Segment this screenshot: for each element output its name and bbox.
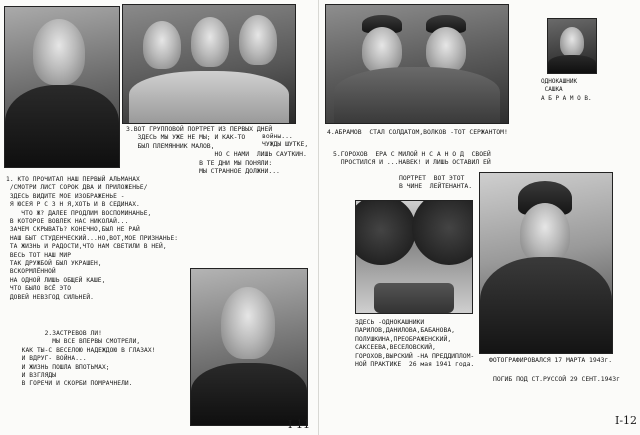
poem-part-1: 1. КТО ПРОЧИТАЛ НАШ ПЕРВЫЙ АЛЬМАНАХ /СМОТРИ ЛИСТ СОРОК ДВА И ПРИЛОЖЕНЬЕ/ ЗДЕСЬ ВИДИТЕ МОЕ ИЗОБРАЖЕНЬЕ - Я ЮСЕЯ Р С З Н Я,ХОТЬ И В СЕДИНАХ. ЧТО Ж? ДАЛЕЕ ПРОДЛИМ ВОСПОМИНАНЬЕ, В КОТОРОЕ ВОВЛЕК НАС НИКОЛАЙ... ЗАЧЕМ СКРЫВАТЬ? КОНЕЧНО,БЫЛ НЕ РАЙ НАШ БЫТ СТУДЕНЧЕСКИЙ...НО,ВОТ,МОЕ ПРИЗНАНЬЕ: ТА ЖИЗНЬ И РАДОСТИ,ЧТО НАМ СВЕТИЛИ В НЕЙ, ВЕСЬ ТОТ НАШ МИР ТАК ДРУЖБОЙ БЫЛ УКРАШЕН, ВСКОРМЛЁННОЙ НА ОДНОЙ ЛИШЬ ОБЩЕЙ КАШЕ, ЧТО БЫЛО ВСЁ ЭТО ДОВЕЙ НЕВЗГОД СИЛЬНЕЙ. [6,176,179,301]
two-soldiers-photo [325,4,509,124]
page-number-right: I-12 [615,414,638,427]
caption-portrait-lieutenant: ПОРТРЕТ ВОТ ЭТОТ В ЧИНЕ ЛЕЙТЕНАНТА. [399,174,473,191]
caption-photo-date: ФОТОГРАФИРОВАЛСЯ 17 МАРТА 1943г. [489,356,613,364]
caption-3: 3.ВОТ ГРУППОВОЙ ПОРТРЕТ ИЗ ПЕРВЫХ ДНЕЙ ЗДЕСЬ МЫ УЖЕ НЕ МЫ; И КАК-ТО БЫЛ ПЛЕМЯННИК МАЛОВ, НО С НАМИ ЛИШЬ САУТКИН. В ТЕ ДНИ МЫ ПОНЯЛИ: МЫ СТРАННОЕ ДОЛЖНИ... [126,125,307,176]
poem-part-2: 2.ЗАСТРЕВОВ ЛИ! МЫ ВСЕ ВПЕРВЫ СМОТРЕЛИ, КАК ТЫ-С ВЕСЕЛОЮ НАДЕЖДОЮ В ГЛАЗАХ! И ВДРУГ- ВОЙНА... И ЖИЗНЬ ПОШЛА ВПОТЬМАХ; И ВЗГЛЯДЫ В ГОРЕЧИ И СКОРБИ ПОМРАЧНЕЛИ. [21,330,156,388]
left-page [0,0,319,435]
group-portrait-photo [122,4,296,124]
page-number-left: I-11 [288,418,311,431]
right-page [319,0,640,435]
caption-abramov: ОДНОКАШНИК САШКА А Б Р А М О В. [541,78,592,102]
caption-classmates: ЗДЕСЬ -ОДНОКАШНИКИ ПАРИЛОВ,ДАНИЛОВА,БАБАНОВА, ПОЛУШКИНА,ПРЕОБРАЖЕНСКИЙ, САКСЕЕВА,ВЕСЕЛОВСКИЙ, ГОРОХОВ,ВЫРСКИЙ -НА ПРЕДДИПЛОМ- НОЙ ПРАКТИКЕ 26 мая 1941 года. [355,318,475,369]
classmates-outdoor-photo [355,200,473,314]
caption-4: 4.АБРАМОВ СТАЛ СОЛДАТОМ,ВОЛКОВ -ТОТ СЕРЖАНТОМ! [327,128,508,136]
lieutenant-portrait-photo [479,172,613,354]
portrait-photo-abramov [547,18,597,74]
portrait-photo-young-man [190,268,308,426]
portrait-photo-man-in-suit [4,6,120,168]
caption-killed: ПОГИБ ПОД СТ.РУССОЙ 29 СЕНТ.1943г [493,375,620,383]
caption-3-right: войны... ЧУЖДЫ ШУТКЕ, [262,132,309,149]
caption-5: 5.ГОРОХОВ ЕРА С МИЛОЙ Н С А Н О Д СВОЕЙ ПРОСТИЛСЯ И ...НАВЕК! И ЛИШЬ ОСТАВИЛ ЕЙ [333,150,491,167]
